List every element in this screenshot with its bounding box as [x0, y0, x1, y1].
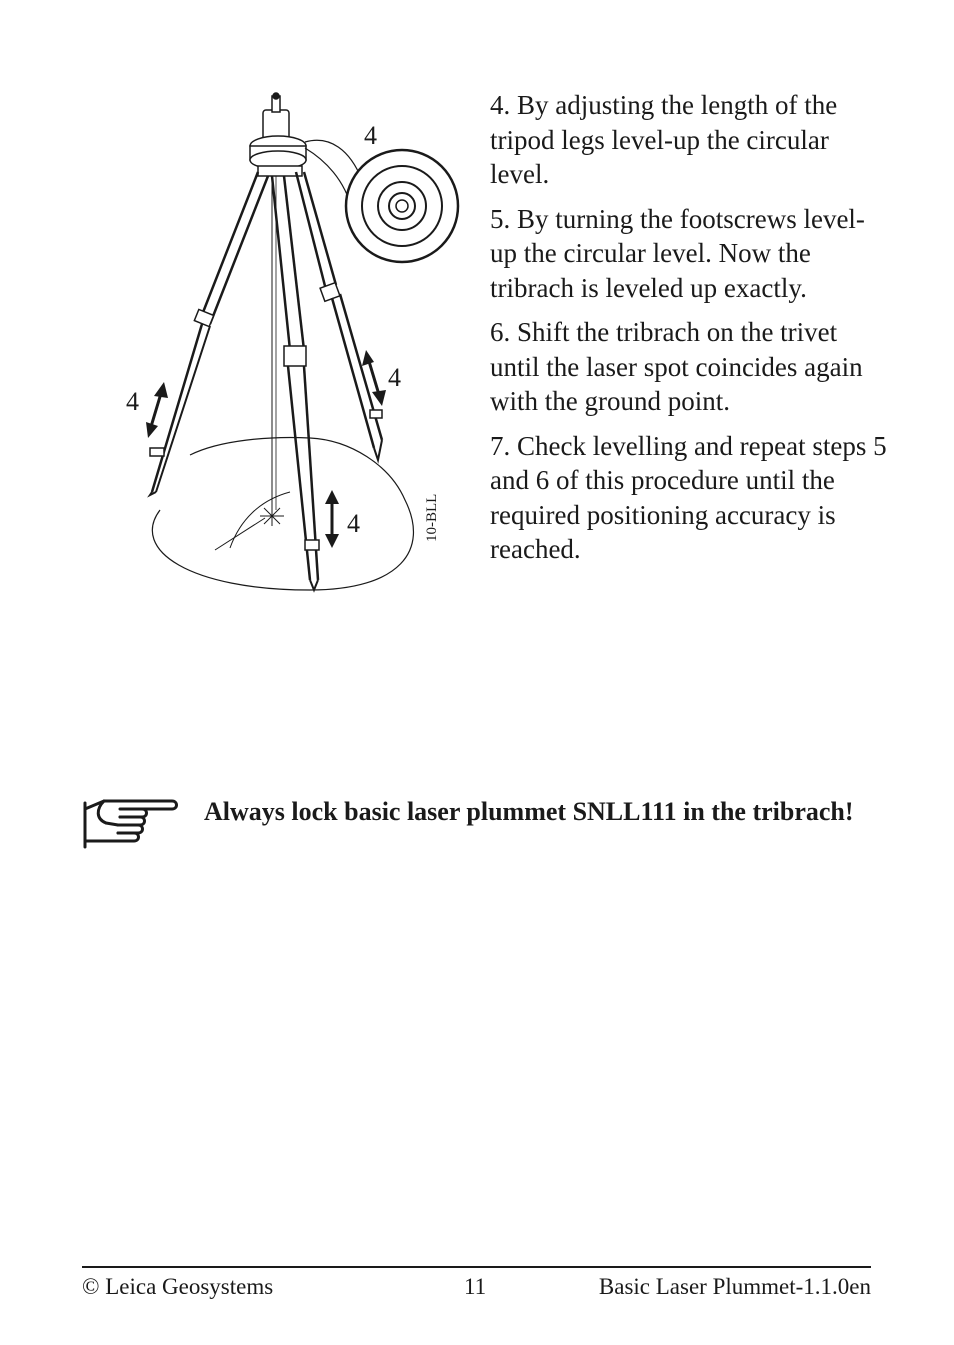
arrow-right-icon [362, 350, 386, 406]
callout-left: 4 [126, 387, 139, 416]
step-4: 4. By adjusting the length of the tripod legs level-up the circular level. [490, 90, 838, 189]
callout-right: 4 [388, 363, 401, 392]
footer-page-number: 11 [464, 1274, 487, 1299]
page-footer [82, 1274, 871, 1304]
arrow-bottom-icon [325, 490, 339, 548]
footer-copyright: © Leica Geosystems [82, 1274, 274, 1299]
footer-divider [82, 1266, 871, 1268]
note-text: Always lock basic laser plummet SNLL111 in the tribrach! [204, 797, 854, 826]
callout-bottom: 4 [347, 509, 360, 538]
footer-document-title: Basic Laser Plummet-1.1.0en [598, 1274, 871, 1299]
step-6: 6. Shift the tribrach on the trivet until the laser spot coincides again with the ground point. [490, 317, 863, 416]
procedure-steps [490, 88, 890, 577]
ground-circle [152, 438, 413, 590]
ground-point-icon [260, 506, 284, 526]
tripod-leg-left [150, 172, 268, 495]
pointing-hand-icon [82, 795, 182, 857]
callout-top: 4 [364, 121, 377, 150]
tripod-figure [100, 80, 480, 610]
arrow-left-icon [146, 382, 168, 438]
circular-level-icon [346, 150, 458, 262]
figure-code: 10-BLL [424, 493, 440, 542]
step-7: 7. Check levelling and repeat steps 5 and 6 of this procedure until the required positioning accuracy is reached. [490, 430, 887, 564]
step-5: 5. By turning the footscrews level-up the circular level. Now the tribrach is leveled up exactly. [490, 203, 865, 303]
